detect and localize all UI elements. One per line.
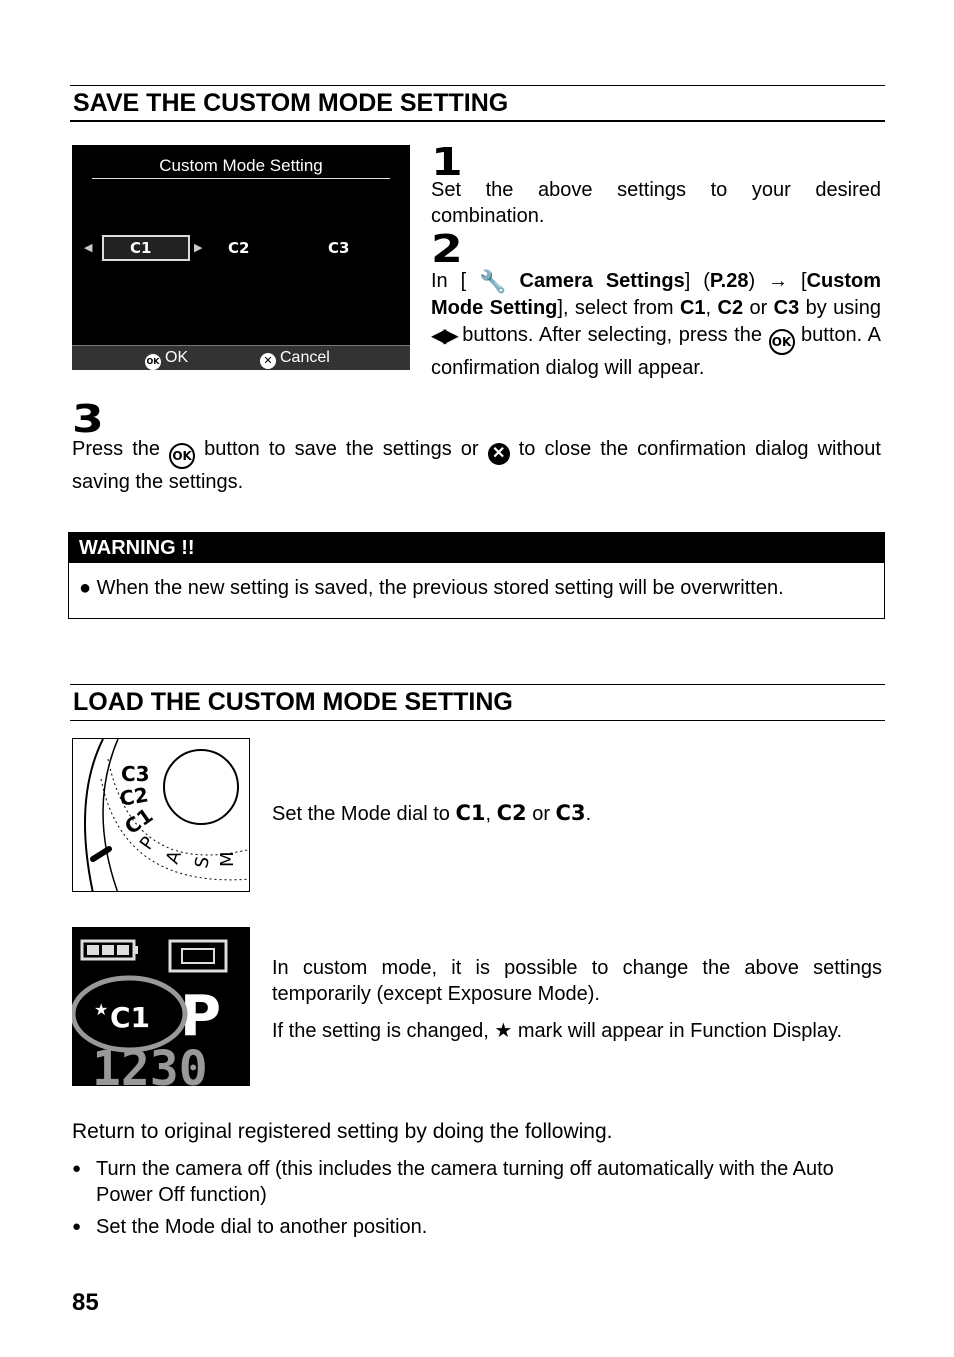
- mode-dial-drawing: [73, 739, 250, 892]
- warning-box: [68, 532, 885, 619]
- mode-badge-c1: C1: [110, 1001, 151, 1034]
- cancel-icon: ✕: [260, 353, 276, 369]
- modified-star-icon: ★: [94, 1000, 109, 1019]
- step3-end: to close the confirmation dialog without saving the settings.: [72, 438, 881, 493]
- wrench-icon: 🔧: [479, 269, 507, 294]
- step2-bracket-open: [: [801, 270, 807, 292]
- step3-press: Press the: [72, 438, 170, 460]
- step-2-text: In [ 🔧 Camera Settings] (P.28) → [Custom Mode Setting], select from C1, C2 or C3 by using ◀▶ buttons. After selecting, press the OK button. A confirmation dialog will appear.: [431, 269, 882, 379]
- step-3-number: 3: [72, 397, 104, 441]
- step-1-number: 1: [431, 140, 463, 184]
- step2-end: button. A confirmation dialog will appear.: [431, 324, 881, 379]
- page-number: 85: [72, 1289, 99, 1316]
- screen-title: Custom Mode Setting: [159, 156, 323, 175]
- arrow-left-icon: ◀: [84, 242, 93, 254]
- step2-c2: C2: [717, 297, 744, 319]
- mode-letter-p: P: [180, 984, 222, 1049]
- ok-icon: OK: [145, 354, 161, 370]
- dial-label-c2: C2: [117, 782, 151, 811]
- cancel-button-icon: ✕: [488, 443, 510, 465]
- step3-middle: button to save the settings or: [195, 438, 488, 460]
- shot-counter: 1230: [92, 1041, 208, 1086]
- dial-c3-glyph: C3: [555, 801, 586, 825]
- mode-dial-illustration: [72, 738, 250, 892]
- return-instruction: Return to original registered setting by doing the following.: [72, 1120, 613, 1143]
- list-item: ● Turn the camera off (this includes the camera turning off automatically with the Auto Power Off function): [72, 1156, 882, 1208]
- left-right-buttons-icon: ◀▶: [431, 325, 456, 347]
- custom-mode-note-1: In custom mode, it is possible to change the above settings temporarily (except Exposure Mode).: [272, 957, 882, 1005]
- page-ref: P.28: [709, 270, 749, 292]
- function-display-illustration: [72, 927, 250, 1086]
- camera-settings-ref: Camera Settings: [519, 270, 685, 292]
- option-c3[interactable]: C3: [328, 239, 350, 257]
- step2-by-using: by using: [799, 297, 881, 319]
- return-steps-list: [72, 1156, 882, 1246]
- cancel-label: Cancel: [280, 349, 330, 366]
- dial-sep2: or: [526, 803, 556, 825]
- dial-label-m: M: [217, 851, 238, 867]
- dial-instruction-prefix: Set the Mode dial to: [272, 803, 456, 825]
- ok-softkey[interactable]: [145, 349, 188, 370]
- step2-c1: C1: [679, 297, 706, 319]
- dial-c2-glyph: C2: [496, 801, 527, 825]
- screen-divider: [92, 178, 390, 179]
- list-item: ● Set the Mode dial to another position.: [72, 1214, 882, 1240]
- dial-label-p: P: [135, 832, 160, 854]
- step2-or: or: [743, 297, 774, 319]
- save-section-title: SAVE THE CUSTOM MODE SETTING: [70, 85, 885, 122]
- dial-label-c3: C3: [121, 762, 150, 786]
- custom-mode-setting-ref: Custom Mode Setting: [431, 270, 882, 319]
- warning-body: ● When the new setting is saved, the previous stored setting will be overwritten.: [79, 577, 784, 599]
- ok-button-icon: OK: [769, 329, 795, 355]
- cancel-softkey[interactable]: [260, 349, 330, 369]
- dial-sep1: ,: [485, 803, 497, 825]
- note2-a: If the setting is changed,: [272, 1020, 495, 1042]
- arrow-right-icon: ▶: [194, 242, 203, 254]
- warning-heading: WARNING !!: [69, 533, 884, 563]
- star-icon: ★: [494, 1020, 513, 1042]
- metering-icon: [170, 941, 226, 971]
- step2-c3: C3: [773, 297, 800, 319]
- step2-after: buttons. After selecting, press the: [455, 324, 769, 346]
- ok-button-icon: OK: [169, 443, 195, 469]
- custom-mode-setting-screen: [72, 145, 410, 370]
- dial-instruction: [272, 800, 882, 827]
- step2-select: ], select from: [557, 297, 680, 319]
- step-3-text: [72, 436, 881, 495]
- step-1-text: Set the above settings to your desired combination.: [431, 179, 881, 227]
- custom-mode-note-2: [272, 1018, 882, 1044]
- ok-label: OK: [165, 349, 189, 366]
- dial-label-a: A: [161, 847, 186, 867]
- warning-text: When the new setting is saved, the previous stored setting will be overwritten.: [96, 577, 784, 599]
- dial-label-s: S: [191, 854, 214, 870]
- dial-label-c1: C1: [120, 803, 158, 840]
- step2-bracket: ] (: [684, 270, 710, 292]
- dial-c1-glyph: C1: [455, 801, 486, 825]
- option-c2[interactable]: C2: [228, 239, 250, 257]
- step-2-number: 2: [431, 227, 463, 271]
- screen-footer: [72, 345, 410, 370]
- load-section-title: LOAD THE CUSTOM MODE SETTING: [70, 684, 885, 721]
- option-c1[interactable]: C1: [130, 239, 152, 257]
- step2-arrow: ) →: [748, 270, 789, 292]
- step2-in: In [: [431, 270, 467, 292]
- dial-end: .: [585, 803, 592, 825]
- function-display-drawing: [72, 927, 250, 1086]
- note2-b: mark will appear in Function Display.: [512, 1020, 843, 1042]
